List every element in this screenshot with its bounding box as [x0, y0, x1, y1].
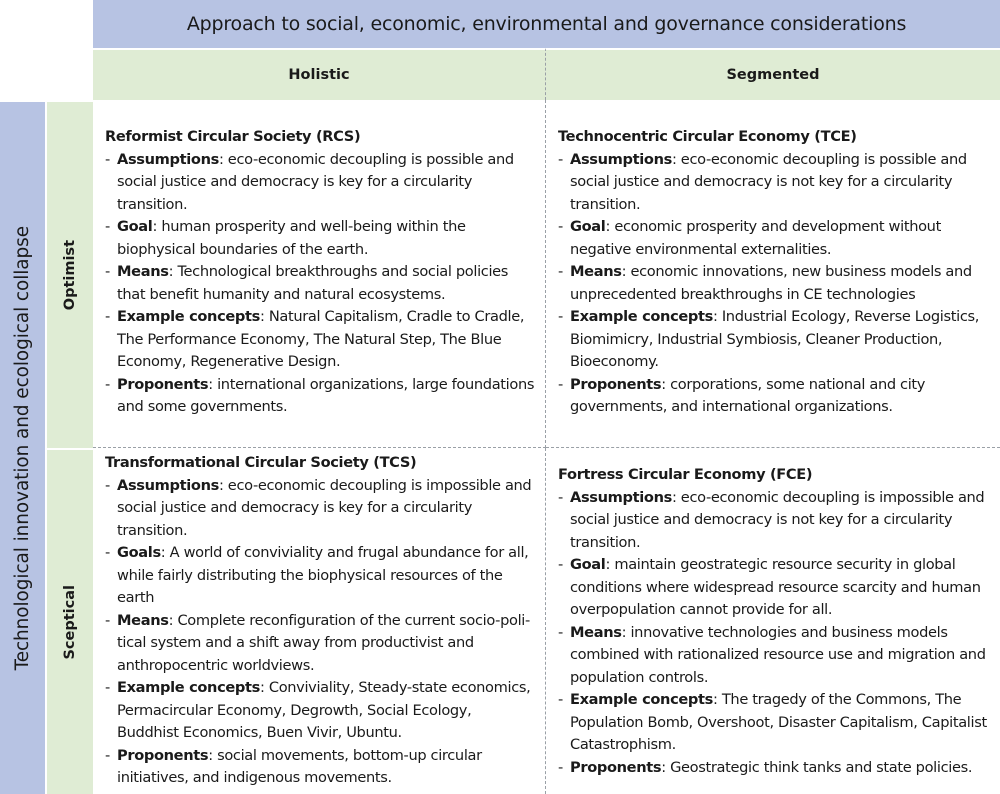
item-text: : economic innovations, new business models and unprecedented breakthroughs in CE technologies [570, 263, 972, 303]
list-item [105, 475, 535, 543]
item-label: Means [117, 611, 169, 629]
item-label: Goal [570, 556, 606, 573]
sceptical-label: Sceptical [62, 584, 78, 660]
item-text: : A world of conviviality and frugal abundance for all, while fairly distributing the biophysical resources of the earth [117, 544, 529, 606]
list-item [105, 542, 535, 610]
cell-transformational-circular-society [93, 448, 546, 794]
item-text: : eco-economic decoupling is possible and social justice and democracy is not key for a circularity transition. [570, 150, 967, 213]
item-text: : The tragedy of the Commons, The Population Bomb, Overshoot, Disaster Capitalism, Capitalist Catastrophism. [570, 691, 987, 753]
item-label: Assumptions [117, 476, 219, 494]
item-text: : maintain geostrategic resource security in global conditions where widespread resource scarcity and human overpopulation cannot provide for all. [570, 556, 981, 618]
cell-title: Transformational Circular Society (TCS) [105, 454, 417, 471]
holistic-header: Holistic [93, 48, 546, 100]
cell-title: Technocentric Circular Economy (TCE) [558, 128, 857, 145]
cell-reformist-circular-society [93, 100, 546, 448]
list-item [558, 689, 990, 757]
list-item [105, 374, 535, 419]
item-list [105, 149, 535, 419]
item-text: : Complete reconfiguration of the current socio-political system and a shift away from productivist and anthropocentric worldviews. [117, 611, 531, 674]
blank-corner [0, 0, 93, 100]
item-list [558, 149, 990, 419]
optimist-label: Optimist [62, 239, 78, 311]
list-item [105, 306, 535, 374]
list-item [558, 216, 990, 261]
item-text: : Geostrategic think tanks and state policies. [661, 758, 973, 776]
item-label: Proponents [117, 746, 209, 764]
item-text: : eco-economic decoupling is impossible and social justice and democracy is not key for a circularity transition. [570, 488, 985, 551]
list-item [105, 610, 535, 678]
approach-header: Approach to social, economic, environmental and governance considerations [93, 0, 1000, 48]
item-label: Example concepts [117, 679, 260, 696]
item-label: Proponents [117, 375, 209, 393]
item-label: Proponents [570, 758, 662, 776]
item-label: Goal [117, 218, 153, 235]
item-text: : eco-economic decoupling is impossible and social justice and democracy is key for a circularity transition. [117, 476, 532, 539]
item-list [105, 475, 535, 790]
item-label: Assumptions [570, 150, 672, 168]
list-item [558, 487, 990, 555]
optimist-row-label [45, 100, 93, 448]
item-text: : human prosperity and well-being within the biophysical boundaries of the earth. [117, 218, 466, 258]
item-text: : corporations, some national and city governments, and international organizations. [570, 375, 926, 415]
list-item [558, 757, 990, 780]
list-item [105, 677, 535, 745]
list-item [558, 261, 990, 306]
item-label: Proponents [570, 375, 662, 393]
item-label: Assumptions [117, 150, 219, 168]
list-item [558, 554, 990, 622]
list-item [105, 149, 535, 217]
cell-fortress-circular-economy [546, 448, 1000, 794]
item-label: Means [570, 623, 622, 641]
item-text: : social movements, bottom-up circular initiatives, and indigenous movements. [117, 746, 482, 786]
item-text: : Technological breakthroughs and social policies that benefit humanity and natural ecosystems. [117, 263, 509, 303]
list-item [558, 306, 990, 374]
item-label: Example concepts [570, 691, 713, 708]
item-label: Goals [117, 544, 161, 561]
list-item [105, 745, 535, 790]
list-item [105, 261, 535, 306]
segmented-header: Segmented [546, 48, 1000, 100]
item-text: : innovative technologies and business models combined with rationalized resource use and migration and population controls. [570, 623, 986, 686]
item-text: : eco-economic decoupling is possible and social justice and democracy is key for a circularity transition. [117, 150, 514, 213]
item-label: Example concepts [117, 308, 260, 325]
item-label: Goal [570, 218, 606, 235]
item-label: Assumptions [570, 488, 672, 506]
innovation-collapse-header [0, 100, 45, 794]
list-item [558, 149, 990, 217]
item-text: : Natural Capitalism, Cradle to Cradle, The Performance Economy, The Natural Step, The Blue Economy, Regenerative Design. [117, 308, 525, 370]
item-text: : Industrial Ecology, Reverse Logistics, Biomimicry, Industrial Symbiosis, Cleaner Production, Bioeconomy. [570, 308, 980, 370]
cell-title: Fortress Circular Economy (FCE) [558, 466, 813, 483]
item-label: Example concepts [570, 308, 713, 325]
item-label: Means [117, 263, 169, 280]
item-text: : international organizations, large foundations and some governments. [117, 375, 535, 415]
item-list [558, 487, 990, 780]
cell-technocentric-circular-economy [546, 100, 1000, 448]
side-header-label: Technological innovation and ecological collapse [12, 225, 33, 671]
item-text: : Conviviality, Steady-state economics, Permacircular Economy, Degrowth, Social Ecology, Buddhist Economics, Buen Vivir, Ubuntu. [117, 679, 531, 741]
sceptical-row-label [45, 448, 93, 794]
list-item [105, 216, 535, 261]
item-label: Means [570, 263, 622, 280]
list-item [558, 622, 990, 690]
cell-title: Reformist Circular Society (RCS) [105, 128, 361, 145]
item-text: : economic prosperity and development without negative environmental externalities. [570, 218, 941, 258]
list-item [558, 374, 990, 419]
